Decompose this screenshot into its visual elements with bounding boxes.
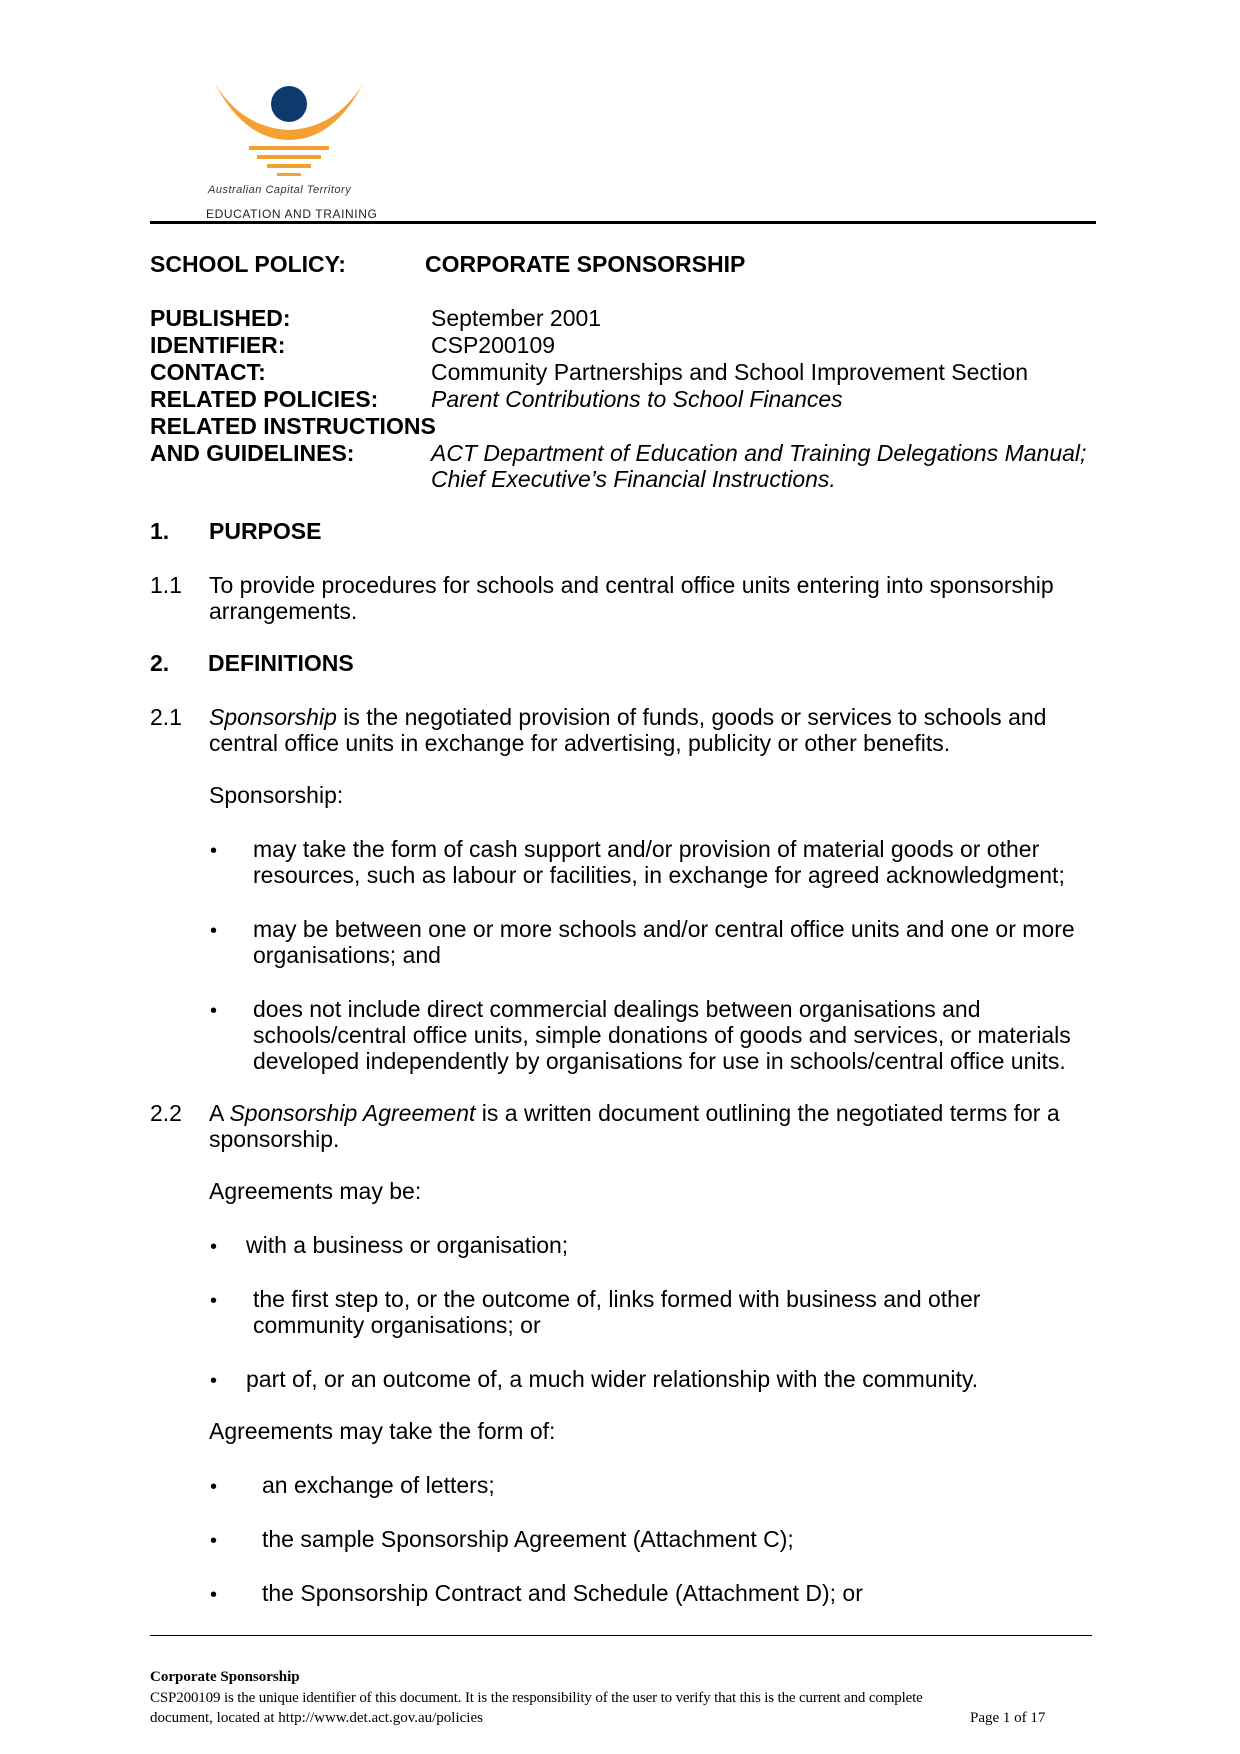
bullet-marker: • [210, 1236, 218, 1258]
paragraph-1-1-number: 1.1 [150, 572, 182, 598]
footer-line-1: CSP200109 is the unique identifier of this document. It is the responsibility of the user to verify that this is the current and complete [150, 1690, 923, 1706]
footer-title: Corporate Sponsorship [150, 1669, 300, 1685]
bullet-c2: the sample Sponsorship Agreement (Attachment C); [262, 1526, 794, 1552]
bullet-a1-line-1: may take the form of cash support and/or provision of material goods or other [253, 836, 1040, 862]
bullet-marker: • [210, 1290, 218, 1312]
logo-stripe-1 [249, 146, 329, 150]
identifier-value: CSP200109 [431, 332, 556, 358]
published-label: PUBLISHED: [150, 305, 291, 331]
agreements-form-intro: Agreements may take the form of: [209, 1418, 556, 1444]
logo-stripe-2 [257, 155, 321, 159]
bullet-b1-line-1: with a business or organisation; [246, 1232, 569, 1258]
contact-value: Community Partnerships and School Improvement Section [431, 359, 1029, 385]
bullet-marker: • [210, 840, 218, 862]
logo-stripe-4 [277, 173, 301, 176]
paragraph-2-2-line-1 [209, 1100, 1060, 1126]
school-policy-label: SCHOOL POLICY: [150, 251, 346, 277]
footer-rule [150, 1635, 1092, 1636]
bullet-marker: • [210, 920, 218, 942]
paragraph-2-2-number: 2.2 [150, 1100, 182, 1126]
sponsorship-agreement-term: Sponsorship Agreement [229, 1100, 476, 1126]
paragraph-1-1-line-1: To provide procedures for schools and central office units entering into sponsorship [209, 572, 1054, 598]
bullet-b2-line-1: the first step to, or the outcome of, links formed with business and other [253, 1286, 981, 1312]
paragraph-2-2-line-2: sponsorship. [209, 1126, 340, 1152]
related-instructions-label-1: RELATED INSTRUCTIONS [150, 413, 436, 439]
paragraph-2-2-pre: A [209, 1100, 230, 1126]
paragraph-2-1-line-1-rest: is the negotiated provision of funds, goods or services to schools and [336, 704, 1047, 730]
contact-label: CONTACT: [150, 359, 266, 385]
header-rule [150, 221, 1096, 224]
section-2-title: DEFINITIONS [208, 650, 354, 676]
paragraph-1-1-line-2: arrangements. [209, 598, 358, 624]
bullet-marker: • [210, 1370, 218, 1392]
published-value: September 2001 [431, 305, 602, 331]
bullet-marker: • [210, 1476, 218, 1498]
bullet-marker: • [210, 1000, 218, 1022]
bullet-c1: an exchange of letters; [262, 1472, 495, 1498]
section-1-title: PURPOSE [209, 518, 322, 544]
logo-org-line2: EDUCATION AND TRAINING [206, 207, 378, 221]
related-policies-value: Parent Contributions to School Finances [431, 386, 843, 412]
footer-line-2: document, located at http://www.det.act.gov.au/policies [150, 1710, 483, 1726]
identifier-label: IDENTIFIER: [150, 332, 286, 358]
related-instructions-value-1: ACT Department of Education and Training Delegations Manual; [431, 440, 1087, 466]
bullet-a3-line-3: developed independently by organisations for use in schools/central office units. [253, 1048, 1066, 1074]
bullet-a2-line-1: may be between one or more schools and/or central office units and one or more [253, 916, 1075, 942]
bullet-b2-line-2: community organisations; or [253, 1312, 541, 1338]
sponsorship-term: Sponsorship [209, 704, 337, 730]
related-policies-label: RELATED POLICIES: [150, 386, 379, 412]
paragraph-2-1-line-2: central office units in exchange for advertising, publicity or other benefits. [209, 730, 951, 756]
section-2-number: 2. [150, 650, 170, 676]
bullet-c3: the Sponsorship Contract and Schedule (Attachment D); or [262, 1580, 863, 1606]
paragraph-2-1-number: 2.1 [150, 704, 182, 730]
bullet-a2-line-2: organisations; and [253, 942, 441, 968]
paragraph-2-1-line-1 [209, 704, 1046, 730]
act-education-logo [205, 80, 385, 220]
logo-circle [271, 86, 307, 122]
bullet-a3-line-1: does not include direct commercial dealings between organisations and [253, 996, 981, 1022]
bullet-marker: • [210, 1530, 218, 1552]
document-title: CORPORATE SPONSORSHIP [425, 251, 746, 277]
related-instructions-value-2: Chief Executive’s Financial Instructions. [431, 466, 836, 492]
agreements-may-be: Agreements may be: [209, 1178, 422, 1204]
related-instructions-label-2: AND GUIDELINES: [150, 440, 355, 466]
section-1-number: 1. [150, 518, 170, 544]
sponsorship-intro: Sponsorship: [209, 782, 344, 808]
bullet-a1-line-2: resources, such as labour or facilities, in exchange for agreed acknowledgment; [253, 862, 1065, 888]
logo-stripe-3 [267, 164, 311, 168]
bullet-marker: • [210, 1584, 218, 1606]
paragraph-2-2-line-1-rest: is a written document outlining the negotiated terms for a [475, 1100, 1060, 1126]
page-number: Page 1 of 17 [970, 1710, 1046, 1726]
bullet-a3-line-2: schools/central office units, simple donations of goods and services, or materials [253, 1022, 1071, 1048]
bullet-b3-line-1: part of, or an outcome of, a much wider relationship with the community. [246, 1366, 979, 1392]
logo-org-line1: Australian Capital Territory [208, 184, 352, 196]
